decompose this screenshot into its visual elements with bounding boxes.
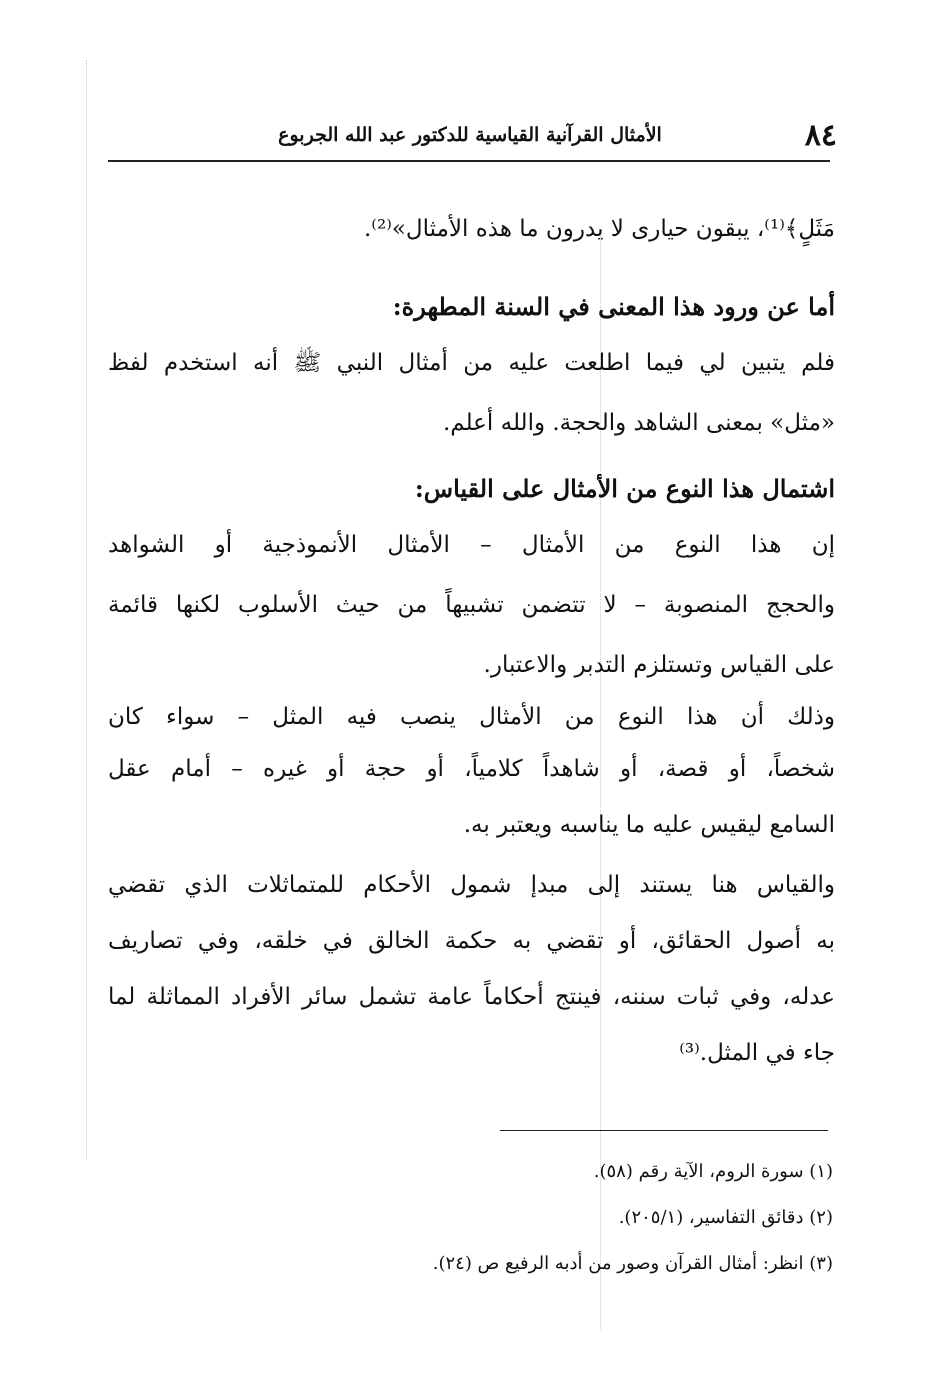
text-line: فلم يتبين لي فيما اطلعت عليه من أمثال النبي ﷺ أنه استخدم لفظ (108, 350, 835, 376)
running-title: الأمثال القرآنية القياسية للدكتور عبد الله الجربوع (278, 124, 662, 146)
footnote: (٣) انظر: أمثال القرآن وصور من أدبه الرفيع ص (٢٤). (432, 1253, 833, 1274)
text-line: وذلك أن هذا النوع من الأمثال ينصب فيه المثل – سواء كان (108, 704, 835, 730)
header-rule (108, 160, 830, 162)
text-line: عدله، وفي ثبات سننه، فينتج أحكاماً عامة تشمل سائر الأفراد المماثلة لما (108, 984, 835, 1010)
text-line: مَثَلٍ﴾⁽¹⁾، يبقون حيارى لا يدرون ما هذه الأمثال»⁽²⁾. (363, 216, 835, 242)
section-heading: أما عن ورود هذا المعنى في السنة المطهرة: (392, 292, 835, 321)
footnote: (٢) دقائق التفاسير، (٢٠٥/١). (618, 1207, 833, 1228)
footnote-rule (500, 1130, 828, 1131)
text-line: السامع ليقيس عليه ما يناسبه ويعتبر به. (463, 812, 835, 838)
text-line: والحجج المنصوبة – لا تتضمن تشبيهاً من حيث الأسلوب لكنها قائمة (108, 592, 835, 618)
text-line: على القياس وتستلزم التدبر والاعتبار. (483, 652, 835, 678)
section-heading: اشتمال هذا النوع من الأمثال على القياس: (414, 474, 835, 503)
text-line: والقياس هنا يستند إلى مبدإ شمول الأحكام للمتماثلات الذي تقضي (108, 872, 835, 898)
text-line: به أصول الحقائق، أو تقضي به حكمة الخالق في خلقه، وفي تصاريف (108, 928, 835, 954)
text-line: «مثل» بمعنى الشاهد والحجة. والله أعلم. (442, 410, 835, 436)
scan-artifact-dotted-line (86, 60, 87, 1160)
text-line: جاء في المثل.⁽³⁾ (679, 1040, 835, 1066)
text-line: إن هذا النوع من الأمثال – الأمثال الأنموذجية أو الشواهد (108, 532, 835, 558)
text-line: شخصاً، أو قصة، أو شاهداً كلامياً، أو حجة أو غيره – أمام عقل (108, 756, 835, 782)
footnote: (١) سورة الروم، الآية رقم (٥٨). (593, 1161, 833, 1182)
page-number: ٨٤ (804, 118, 837, 153)
